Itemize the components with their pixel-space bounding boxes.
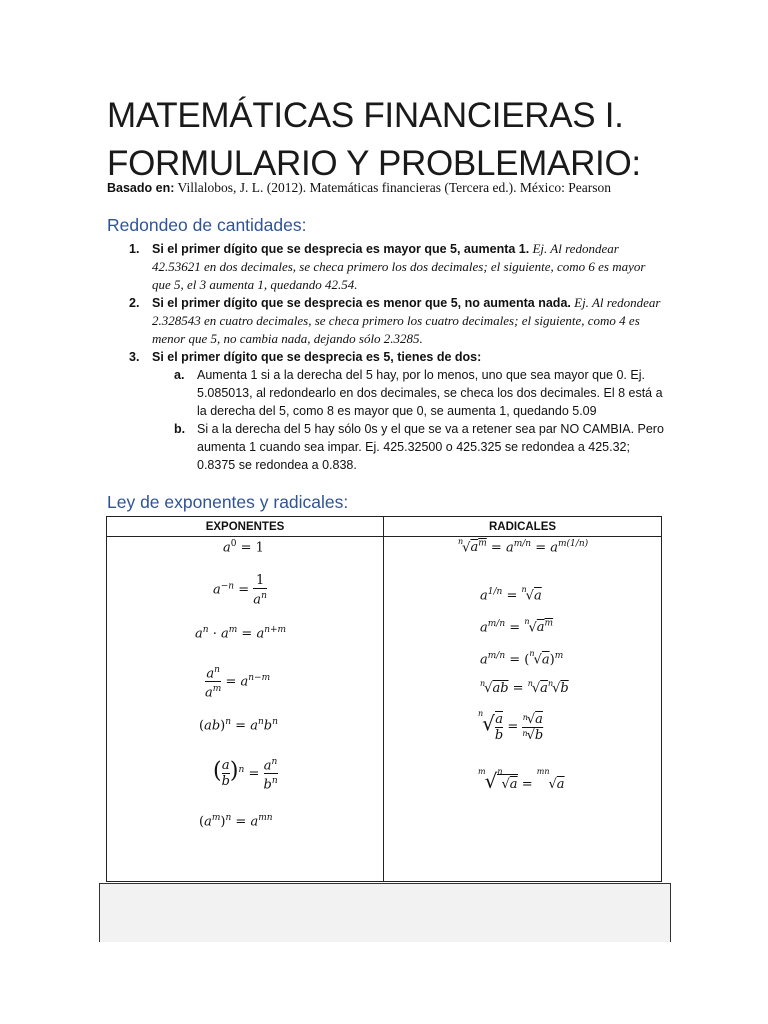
rule-text: Aumenta 1 si a la derecha del 5 hay, por lo menos, uno que sea mayor que 0. <box>197 368 627 382</box>
sub-list-item <box>107 366 667 420</box>
formula-power-of-power: $(a^m)^n = a^{mn}$ <box>199 813 273 830</box>
formula-fraction-exponent: $a^{m/n} = ^n√a^m$ <box>480 617 554 636</box>
reference-label: Basado en: <box>107 181 175 195</box>
formula-power-of-quotient: ( $\frac{a}{b}$ )$^n$ = $\frac{a^n}{b^n}$ <box>213 757 278 793</box>
page-title <box>107 92 727 188</box>
list-item <box>107 294 667 348</box>
column-header-exponentes: EXPONENTES <box>107 517 384 537</box>
formula-fraction-exponent-alt: $a^{m/n} = (^n√a)^m$ <box>480 649 564 668</box>
formula-quotient-rule: $\frac{a^n}{a^m}$ = $a^{n-m}$ <box>205 665 271 701</box>
exponentes-cell <box>107 537 384 882</box>
formula-power-of-product: $(ab)^n = a^nb^n$ <box>199 717 278 734</box>
item-number: 1. <box>129 242 140 256</box>
page-footer-box <box>99 883 671 942</box>
title-line-1: MATEMÁTICAS FINANCIERAS I. <box>107 96 624 135</box>
section-heading-leyes: Ley de exponentes y radicales: <box>107 492 349 512</box>
formula-product-rule: $a^n \cdot a^m = a^{n+m}$ <box>195 625 287 642</box>
example-text: Ej. Al redondear 42.53621 en dos decimales, se checa primero los dos decimales; el siguiente, como 6 es mayor que 5, el 3 aumenta 1, quedando 42.54. <box>152 241 646 292</box>
rule-text: Si el primer dígito que se desprecia es 5, tienes de dos: <box>152 350 482 364</box>
formula-unit-fraction-exponent: $a^{1/n} = ^n√a$ <box>480 585 542 604</box>
item-letter: a. <box>174 368 185 382</box>
title-line-2: FORMULARIO Y PROBLEMARIO: <box>107 144 641 183</box>
section-heading-redondeo: Redondeo de cantidades: <box>107 215 307 235</box>
radicales-cell <box>384 537 662 882</box>
item-number: 3. <box>129 350 140 364</box>
reference-citation <box>107 180 611 196</box>
list-item <box>107 348 667 366</box>
example-text: Ej. Al redondear 2.328543 en cuatro decimales, se checa primero los cuatro decimales; el siguiente, como 4 es menor que 5, no cambia nada, dejando sólo 2.3285. <box>152 295 661 346</box>
rule-text: Si el primer dígito que se desprecia es menor que 5, no aumenta nada. <box>152 296 571 310</box>
column-header-radicales: RADICALES <box>384 517 662 537</box>
redondeo-list <box>107 240 667 474</box>
item-number: 2. <box>129 296 140 310</box>
sub-list-item <box>107 420 667 474</box>
example-text: Ej. 425.32500 o 425.325 se redondea a 425.32; 0.8375 se redondea a 0.838. <box>197 440 630 472</box>
formula-negative-exponent: $a^{-n}$ = $\frac{1}{a^n}$ <box>213 573 267 608</box>
formula-radical-of-product: $^n√ab = ^n√a^n√b$ <box>480 679 569 696</box>
formula-radical-of-radical: $^m$√$^n$√a = $^{mn}$√a <box>478 767 565 793</box>
item-letter: b. <box>174 422 186 436</box>
rule-text: Si el primer dígito que se desprecia es mayor que 5, aumenta 1. <box>152 242 530 256</box>
reference-text: Villalobos, J. L. (2012). Matemáticas financieras (Tercera ed.). México: Pearson <box>174 180 611 195</box>
example-text: Ej. 5.085013, al redondearlo en dos decimales, se checa los dos decimales. El 8 está a la derecha del 5, como 8 es mayor que 0, se aumenta 1, quedando 5.09 <box>197 368 663 418</box>
list-item <box>107 240 667 294</box>
formula-radical-of-quotient: $^n$√ $\frac{a}{b}$ = $\frac{^n√a}{^n√b}$ <box>478 709 544 743</box>
formula-zero-exponent: $a^0 = 1$ <box>223 539 264 556</box>
formula-table <box>106 516 662 882</box>
rule-text: Si a la derecha del 5 hay sólo 0s y el que se va a retener sea par NO CAMBIA. Pero aumenta 1 cuando sea impar. <box>197 422 664 454</box>
formula-radical-to-exponent: $^n√a^m = a^{m/n} = a^{m(1/n)}$ <box>458 537 589 556</box>
